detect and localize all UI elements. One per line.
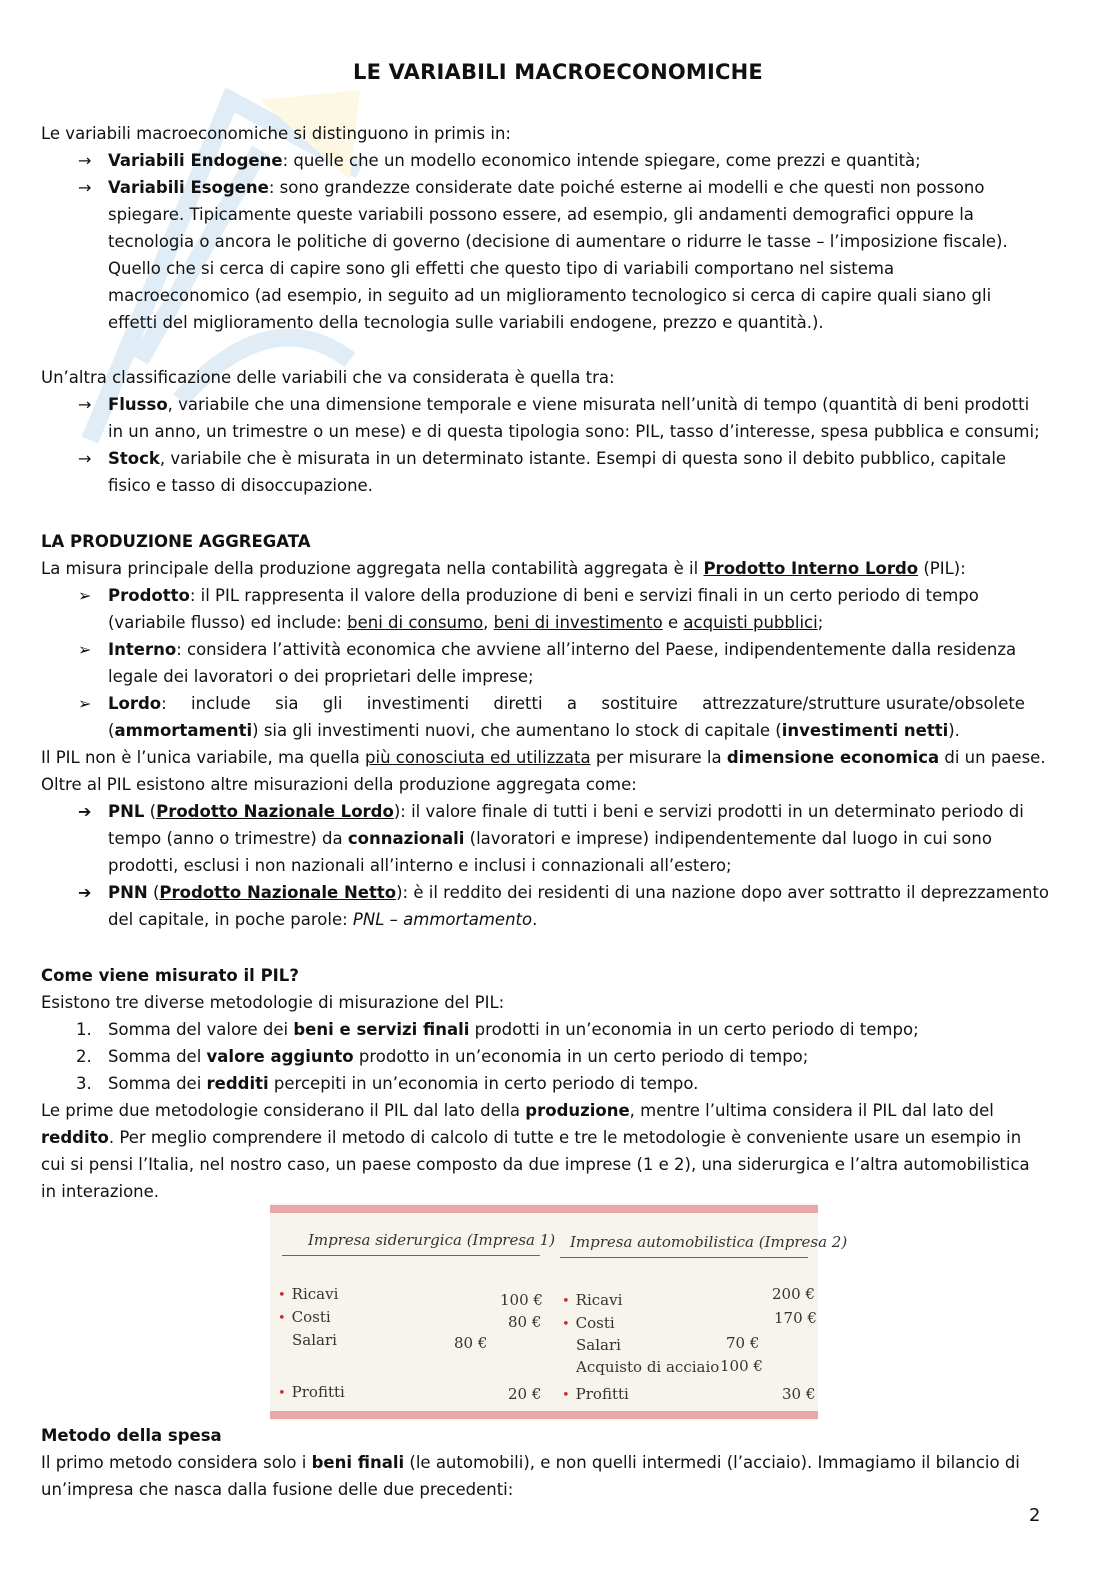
table-row-salari-label: Salari <box>576 1336 621 1354</box>
esogene-line-4: Quello che si cerca di capire sono gli effetti che questo tipo di variabili comportano nel sistema <box>108 259 895 278</box>
table-cell-value: 170 € <box>774 1309 817 1327</box>
esogene-line-5: macroeconomico (ad esempio, in seguito ad un miglioramento tecnologico si cerca di capire quali siano gli <box>108 286 992 305</box>
arrow-icon: → <box>78 449 92 468</box>
list-number: 2. <box>76 1047 92 1066</box>
table-row-profitti-label: • Profitti <box>278 1383 345 1401</box>
classification-intro: Un’altra classificazione delle variabili che va considerata è quella tra: <box>41 368 615 387</box>
list-item-lordo: Lordo: include sia gli investimenti diretti a sostituire attrezzature/strutture usurate/obsolete <box>108 694 1025 713</box>
pnn-line-2: del capitale, in poche parole: PNL – ammortamento. <box>108 910 538 929</box>
table-row-acciaio-label: Acquisto di acciaio <box>576 1358 720 1376</box>
oltre-paragraph: Oltre al PIL esistono altre misurazioni della produzione aggregata come: <box>41 775 637 794</box>
pil-paragraph: Il PIL non è l’unica variabile, ma quella più conosciuta ed utilizzata per misurare la dimensione economica di un paese. <box>41 748 1046 767</box>
table-header-impresa-1: Impresa siderurgica (Impresa 1) <box>308 1231 556 1249</box>
esogene-line-2: spiegare. Tipicamente queste variabili possono essere, ad esempio, gli andamenti demografici oppure la <box>108 205 974 224</box>
methods-paragraph-line-3: cui si pensi l’Italia, nel nostro caso, un paese composto da due imprese (1 e 2), una siderurgica e l’altra automobilistica <box>41 1155 1030 1174</box>
list-number: 1. <box>76 1020 92 1039</box>
table-cell-value: 200 € <box>772 1285 815 1303</box>
list-number: 3. <box>76 1074 92 1093</box>
list-item-stock: Stock, variabile che è misurata in un determinato istante. Esempi di questa sono il debito pubblico, capitale <box>108 449 1007 468</box>
table-cell-value: 80 € <box>454 1334 488 1352</box>
table-cell-value: 100 € <box>500 1291 543 1309</box>
table-cell-value: 20 € <box>508 1385 542 1403</box>
intro-text: Le variabili macroeconomiche si distinguono in primis in: <box>41 124 511 143</box>
page-title: LE VARIABILI MACROECONOMICHE <box>353 60 763 84</box>
table-row-costi-label: • Costi <box>562 1314 615 1332</box>
table-bottom-bar <box>270 1411 818 1419</box>
bold-arrow-icon: ➔ <box>78 883 92 902</box>
chevron-icon: ➢ <box>78 694 92 713</box>
method-item-1: Somma del valore dei beni e servizi finali prodotti in un’economia in un certo periodo di tempo; <box>108 1020 919 1039</box>
section-heading-produzione: LA PRODUZIONE AGGREGATA <box>41 532 311 551</box>
pnl-line-2: tempo (anno o trimestre) da connazionali (lavoratori e imprese) indipendentemente dal luogo in cui sono <box>108 829 992 848</box>
lordo-line-2: (ammortamenti) sia gli investimenti nuovi, che aumentano lo stock di capitale (investimenti netti). <box>108 721 960 740</box>
table-header-impresa-2: Impresa automobilistica (Impresa 2) <box>570 1233 848 1251</box>
table-cell-value: 100 € <box>720 1357 763 1375</box>
table-cell-value: 70 € <box>726 1334 760 1352</box>
prodotto-line-2: (variabile flusso) ed include: beni di consumo, beni di investimento e acquisti pubblici; <box>108 613 824 632</box>
spesa-paragraph-line-2: un’impresa che nasca dalla fusione delle due precedenti: <box>41 1480 514 1499</box>
table-top-bar <box>270 1205 818 1213</box>
list-item-prodotto: Prodotto: il PIL rappresenta il valore della produzione di beni e servizi finali in un certo periodo di tempo <box>108 586 979 605</box>
method-item-2: Somma del valore aggiunto prodotto in un’economia in un certo periodo di tempo; <box>108 1047 809 1066</box>
table-cell-value: 30 € <box>782 1385 816 1403</box>
section-heading-spesa: Metodo della spesa <box>41 1426 222 1445</box>
table-row-ricavi-label: • Ricavi <box>278 1285 339 1303</box>
spesa-paragraph-line-1: Il primo metodo considera solo i beni finali (le automobili), e non quelli intermedi (l’acciaio). Immagiamo il bilancio di <box>41 1453 1020 1472</box>
table-header-rule <box>282 1255 540 1256</box>
list-item-interno: Interno: considera l’attività economica che avviene all’interno del Paese, indipendentemente dalla residenza <box>108 640 1017 659</box>
page-number: 2 <box>1029 1505 1041 1526</box>
table-header-rule <box>560 1257 808 1258</box>
method-item-3: Somma dei redditi percepiti in un’economia in certo periodo di tempo. <box>108 1074 699 1093</box>
methods-paragraph-line-4: in interazione. <box>41 1182 160 1201</box>
imprese-table-image <box>270 1203 848 1421</box>
table-row-ricavi-label: • Ricavi <box>562 1291 623 1309</box>
table-row-salari-label: Salari <box>292 1331 337 1349</box>
produzione-intro: La misura principale della produzione aggregata nella contabilità aggregata è il Prodotto Interno Lordo (PIL): <box>41 559 966 578</box>
flusso-line-2: in un anno, un trimestre o un mese) e di questa tipologia sono: PIL, tasso d’interesse, spesa pubblica e consumi; <box>108 422 1040 441</box>
list-item-flusso: Flusso, variabile che una dimensione temporale e viene misurata nell’unità di tempo (quantità di beni prodotti <box>108 395 1030 414</box>
arrow-icon: → <box>78 178 92 197</box>
section-heading-misura: Come viene misurato il PIL? <box>41 966 299 985</box>
list-item-endogene: Variabili Endogene: quelle che un modello economico intende spiegare, come prezzi e quantità; <box>108 151 921 170</box>
methods-paragraph-line-2: reddito. Per meglio comprendere il metodo di calcolo di tutte e tre le metodologie è conveniente usare un esempio in <box>41 1128 1022 1147</box>
arrow-icon: → <box>78 151 92 170</box>
methods-paragraph-line-1: Le prime due metodologie considerano il PIL dal lato della produzione, mentre l’ultima considera il PIL dal lato del <box>41 1101 994 1120</box>
table-row-profitti-label: • Profitti <box>562 1385 629 1403</box>
stock-line-2: fisico e tasso di disoccupazione. <box>108 476 373 495</box>
table-cell-value: 80 € <box>508 1313 542 1331</box>
esogene-line-3: tecnologia o ancora le politiche di governo (decisione di aumentare o ridurre le tasse – l’imposizione fiscale). <box>108 232 1008 251</box>
chevron-icon: ➢ <box>78 586 92 605</box>
misura-intro: Esistono tre diverse metodologie di misurazione del PIL: <box>41 993 505 1012</box>
arrow-icon: → <box>78 395 92 414</box>
list-item-pnl: PNL (Prodotto Nazionale Lordo): il valore finale di tutti i beni e servizi prodotti in un determinato periodo di <box>108 802 1024 821</box>
esogene-line-6: effetti del miglioramento della tecnologia sulle variabili endogene, prezzo e quantità.). <box>108 313 824 332</box>
interno-line-2: legale dei lavoratori o dei proprietari delle imprese; <box>108 667 534 686</box>
table-row-costi-label: • Costi <box>278 1308 331 1326</box>
list-item-pnn: PNN (Prodotto Nazionale Netto): è il reddito dei residenti di una nazione dopo aver sottratto il deprezzamento <box>108 883 1050 902</box>
pnl-line-3: prodotti, esclusi i non nazionali all’interno e inclusi i connazionali all’estero; <box>108 856 732 875</box>
list-item-esogene: Variabili Esogene: sono grandezze considerate date poiché esterne ai modelli e che questi non possono <box>108 178 985 197</box>
chevron-icon: ➢ <box>78 640 92 659</box>
bold-arrow-icon: ➔ <box>78 802 92 821</box>
